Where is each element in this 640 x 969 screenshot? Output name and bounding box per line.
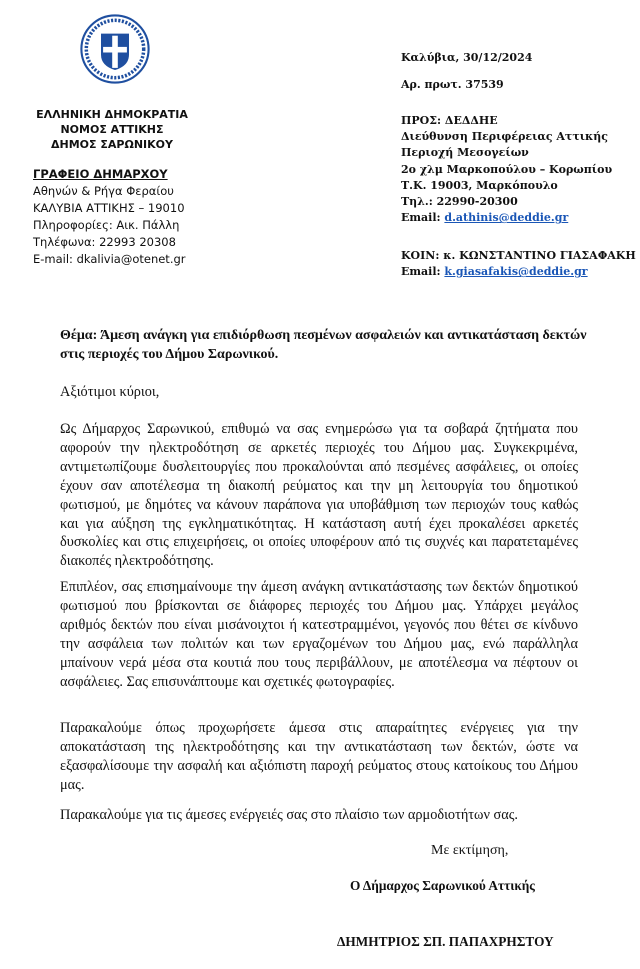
recipient-block [401, 113, 633, 226]
office-title: ΓΡΑΦΕΙΟ ΔΗΜΑΡΧΟΥ [33, 167, 168, 181]
cc-block [401, 248, 636, 280]
office-address: Αθηνών & Ρήγα Φεραίου [33, 184, 174, 198]
recipient-line: ΠΡΟΣ: ΔΕΔΔΗΕ [401, 114, 498, 127]
greek-national-emblem-icon [80, 14, 150, 84]
recipient-line: 2ο χλμ Μαρκοπούλου – Κορωπίου [401, 162, 613, 176]
prefecture-name: ΝΟΜΟΣ ΑΤΤΙΚΗΣ [60, 123, 164, 136]
recipient-line: Τηλ.: 22990-20300 [401, 195, 518, 209]
office-contact-person: Πληροφορίες: Αικ. Πάλλη [33, 218, 180, 232]
protocol-number: Αρ. πρωτ. 37539 [401, 78, 504, 91]
recipient-email-link[interactable]: d.athinis@deddie.gr [444, 211, 569, 225]
recipient-email-line [401, 210, 633, 226]
sender-office-block [33, 166, 233, 268]
office-city: ΚΑΛΥΒΙΑ ΑΤΤΙΚΗΣ – 19010 [33, 201, 185, 215]
office-email: E-mail: dkalivia@otenet.gr [33, 252, 186, 266]
body-paragraph: Παρακαλούμε για τις άμεσες ενέργειές σας στο πλαίσιο των αρμοδιοτήτων σας. [60, 807, 518, 823]
recipient-line: Περιοχή Μεσογείων [401, 146, 529, 160]
cc-line: ΚΟΙΝ: κ. ΚΩΝΣΤΑΝΤΙΝΟ ΓΙΑΣΑΦΑΚΗ [401, 249, 636, 262]
municipality-name: ΔΗΜΟΣ ΣΑΡΩΝΙΚΟΥ [51, 138, 173, 151]
state-name: ΕΛΛΗΝΙΚΗ ΔΗΜΟΚΡΑΤΙΑ [36, 108, 188, 121]
body-paragraph: Παρακαλούμε όπως προχωρήσετε άμεσα στις απαραίτητες ενέργειες για την αποκατάσταση της ηλεκτροδότησης και την αντικατάσταση των δεκτών, ώστε να εξασφαλίσουμε την ασφαλή και αξιόπιστη παροχή ρεύματος στους κατοίκους του Δήμου μας. [60, 720, 578, 793]
office-phone: Τηλέφωνα: 22993 20308 [33, 235, 176, 249]
recipient-line: Διεύθυνση Περιφέρειας Αττικής [401, 130, 608, 144]
recipient-email-label: Email: [401, 211, 445, 225]
salutation: Αξιότιμοι κύριοι, [60, 384, 160, 400]
signer-name: ΔΗΜΗΤΡΙΟΣ ΣΠ. ΠΑΠΑΧΡΗΣΤΟΥ [337, 934, 554, 949]
cc-email-link[interactable]: k.giasafakis@deddie.gr [444, 265, 588, 279]
date-line: Καλύβια, 30/12/2024 [401, 51, 533, 64]
body-paragraph: Επιπλέον, σας επισημαίνουμε την άμεση ανάγκη αντικατάστασης των δεκτών δημοτικού φωτισμού που βρίσκονται σε διάφορες περιοχές του Δήμου μας. Υπάρχει μεγάλος αριθμός δεκτών που είναι μισάνοιχτοι ή κατεστραμμένοι, γεγονός που θέτει σε κίνδυνο την ασφάλεια των πολιτών και των εργαζομένων του Δήμου μας, ενώ παράλληλα μπαίνουν νερά μέσα στα κουτιά που τους περιβάλλουν, με αποτέλεσμα να πέφτουν οι ασφάλειες. Σας επισυνάπτουμε και σχετικές φωτογραφίες. [60, 579, 578, 690]
cc-email-label: Email: [401, 265, 445, 279]
cc-email-line [401, 264, 633, 280]
signer-title: Ο Δήμαρχος Σαρωνικού Αττικής [350, 878, 535, 893]
recipient-line: Τ.Κ. 19003, Μαρκόπουλο [401, 178, 558, 192]
subject-line: Θέμα: Άμεση ανάγκη για επιδιόρθωση πεσμένων ασφαλειών και αντικατάσταση δεκτών στις περιοχές του Δήμου Σαρωνικού. [60, 328, 587, 362]
closing-line: Με εκτίμηση, [431, 843, 509, 858]
body-paragraph: Ως Δήμαρχος Σαρωνικού, επιθυμώ να σας ενημερώσω για τα σοβαρά ζητήματα που αφορούν την ηλεκτροδότηση σε αρκετές περιοχές του Δήμου μας. Συγκεκριμένα, αντιμετωπίζουμε δυσλειτουργίες που προκαλούνται από πεσμένες ασφάλειες, οι οποίες έχουν σαν αποτέλεσμα τη διακοπή ρεύματος και την μη λειτουργία του δημοτικού φωτισμού, με δημότες να κάνουν παράπονα για υποβάθμιση των περιοχών τους καθώς και για αύξηση της εγκληματικότητας. Η κατάσταση αυτή έχει προκαλέσει αρκετές δυσκολίες και στις επιχειρήσεις, οι οποίες υποφέρουν από τις συχνές και παρατεταμένες διακοπές ηλεκτροδότησης. [60, 421, 578, 570]
date-protocol-block [401, 44, 633, 98]
